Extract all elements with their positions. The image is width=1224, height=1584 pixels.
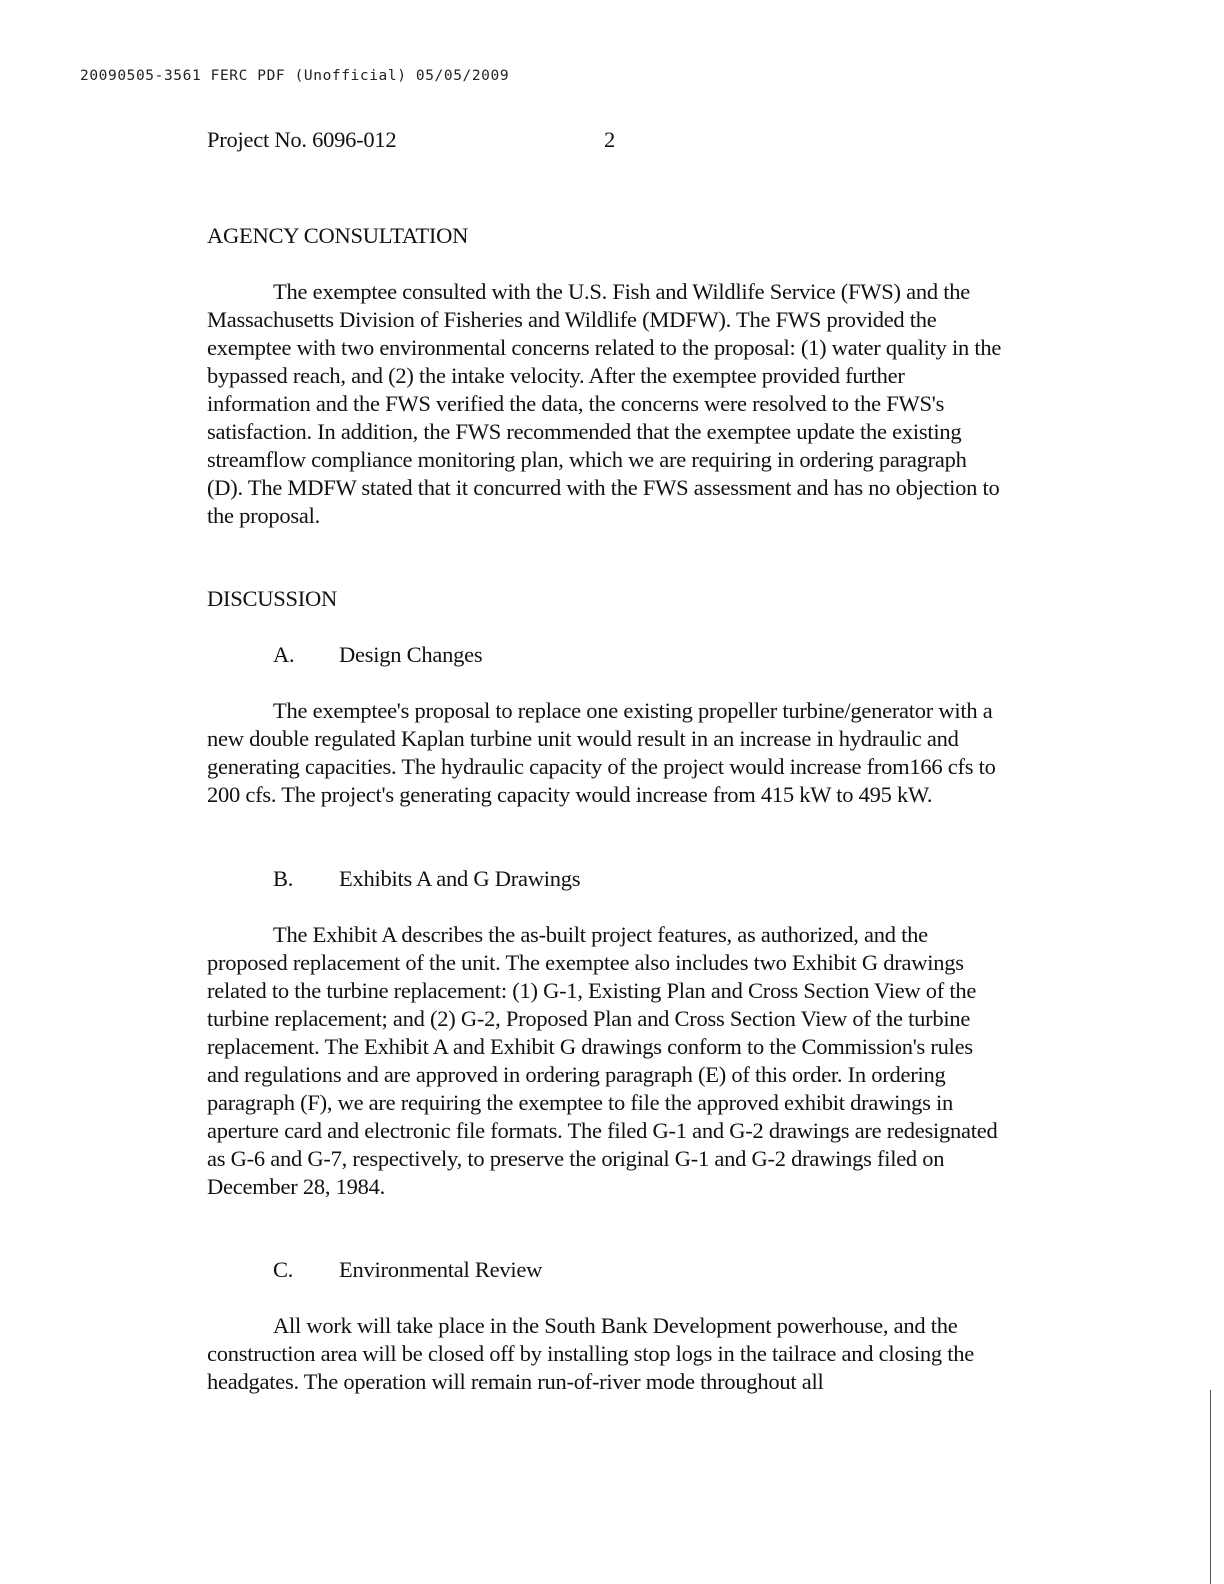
- section-title: Environmental Review: [339, 1257, 543, 1282]
- ferc-stamp: 20090505-3561 FERC PDF (Unofficial) 05/05/2009: [80, 68, 510, 84]
- discussion-heading: DISCUSSION: [207, 586, 338, 611]
- environmental-review-paragraph: All work will take place in the South Bank Development powerhouse, and the construction area will be closed off by installing stop logs in the tailrace and closing the headgates. The operation will remain run-of-river mode throughout all: [207, 1313, 975, 1394]
- agency-consultation-heading: AGENCY CONSULTATION: [207, 223, 469, 248]
- environmental-review-heading: [273, 1256, 542, 1284]
- scan-edge-line: [1210, 1390, 1211, 1584]
- exhibits-paragraph: The Exhibit A describes the as-built project features, as authorized, and the proposed replacement of the unit. The exemptee also includes two Exhibit G drawings related to the turbine replacement: (1) G-1, Existing Plan and Cross Section View of the turbine replacement; and (2) G-2, Proposed Plan and Cross Section View of the turbine replacement. The Exhibit A and Exhibit G drawings conform to the Commission's rules and regulations and are approved in ordering paragraph (E) of this order. In ordering paragraph (F), we are requiring the exemptee to file the approved exhibit drawings in aperture card and electronic file formats. The filed G-1 and G-2 drawings are redesignated as G-6 and G-7, respectively, to preserve the original G-1 and G-2 drawings filed on December 28, 1984.: [207, 922, 998, 1199]
- section-letter: C.: [273, 1257, 294, 1282]
- exhibits-heading: [273, 865, 580, 893]
- agency-consultation-paragraph: The exemptee consulted with the U.S. Fish and Wildlife Service (FWS) and the Massachusetts Division of Fisheries and Wildlife (MDFW). The FWS provided the exemptee with two environmental concerns related to the proposal: (1) water quality in the bypassed reach, and (2) the intake velocity. After the exemptee provided further information and the FWS verified the data, the concerns were resolved to the FWS's satisfaction. In addition, the FWS recommended that the exemptee update the existing streamflow compliance monitoring plan, which we are requiring in ordering paragraph (D). The MDFW stated that it concurred with the FWS assessment and has no objection to the proposal.: [207, 279, 1002, 528]
- section-title: Design Changes: [339, 642, 483, 667]
- section-letter: B.: [273, 866, 294, 891]
- project-number: Project No. 6096-012: [207, 127, 397, 152]
- page-header: [207, 126, 1007, 154]
- design-changes-paragraph: The exemptee's proposal to replace one existing propeller turbine/generator with a new double regulated Kaplan turbine unit would result in an increase in hydraulic and generating capacities. The hydraulic capacity of the project would increase from166 cfs to 200 cfs. The project's generating capacity would increase from 415 kW to 495 kW.: [207, 698, 996, 807]
- page-number: 2: [604, 127, 615, 152]
- section-title: Exhibits A and G Drawings: [339, 866, 581, 891]
- section-letter: A.: [273, 642, 295, 667]
- design-changes-heading: [273, 641, 482, 669]
